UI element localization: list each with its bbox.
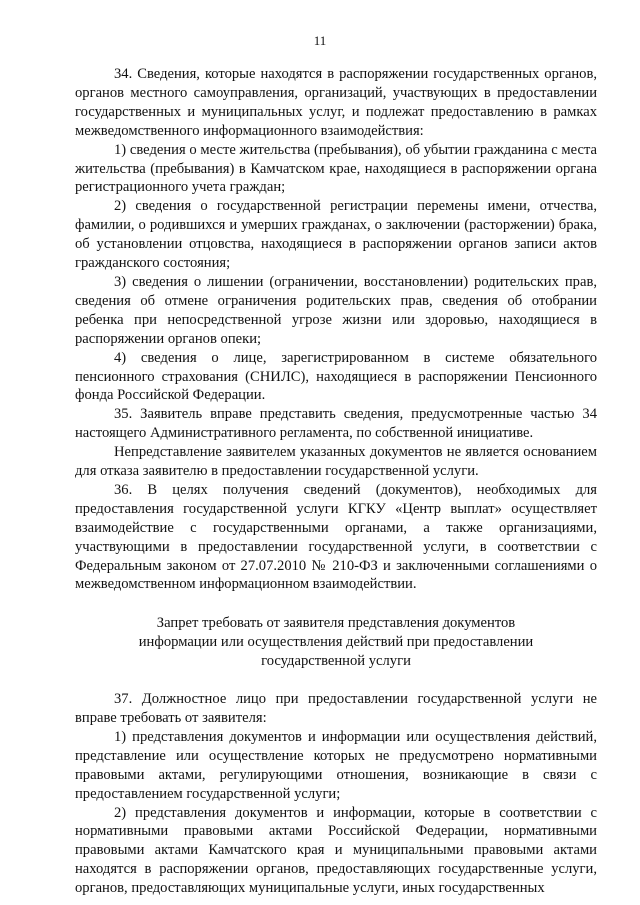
section-heading-line: Запрет требовать от заявителя представления документов [156, 615, 516, 632]
list-item-34-3: 3) сведения о лишении (ограничении, восстановлении) родительских прав, сведения об отмене ограничения родительских прав, сведения об отобрании ребенка при непосредственной угрозе жизни или здоровью, находящиеся в распоряжении органов опеки; [75, 273, 597, 347]
paragraph-35: 35. Заявитель вправе представить сведения, предусмотренные частью 34 настоящего Административного регламента, по собственной инициативе. [75, 406, 597, 442]
paragraph-34: 34. Сведения, которые находятся в распоряжении государственных органов, органов местного самоуправления, организаций, участвующих в предоставлении государственных и муниципальных услуг, и подлежат предоставлению в рамках межведомственного информационного взаимодействия: [75, 66, 597, 139]
section-heading-line: информации или осуществления действий при предоставлении [138, 634, 534, 651]
paragraph-35-note: Непредставление заявителем указанных документов не является основанием для отказа заявителю в предоставлении государственной услуги. [75, 444, 597, 480]
list-item-34-4: 4) сведения о лице, зарегистрированном в системе обязательного пенсионного страхования (СНИЛС), находящиеся в распоряжении Пенсионного фонда Российской Федерации. [75, 349, 597, 404]
document-body [75, 65, 597, 898]
list-item-37-2: 2) представления документов и информации, которые в соответствии с нормативными правовыми актами Российской Федерации, нормативными правовыми актами Камчатского края и муниципальными правовыми актами находятся в распоряжении органов, предоставляющих государственные услуги, органов, предоставляющих муниципальные услуги, иных государственных [75, 804, 597, 897]
paragraph-37: 37. Должностное лицо при предоставлении государственной услуги не вправе требовать от заявителя: [75, 691, 597, 726]
list-item-34-2: 2) сведения о государственной регистрации перемены имени, отчества, фамилии, о родившихся и умерших гражданах, о заключении (расторжении) брака, об установлении отцовства, находящиеся в распоряжении органов записи актов гражданского состояния; [75, 198, 597, 272]
page-number: 11 [313, 33, 327, 48]
paragraph-36: 36. В целях получения сведений (документов), необходимых для предоставления государственной услуги КГКУ «Центр выплат» осуществляет взаимодействие с государственными органами, а также организациями, участвующими в предоставлении государственной услуги, в соответствии с Федеральным законом от 27.07.2010 № 210-ФЗ и заключенными соглашениями о межведомственном информационном взаимодействии. [75, 481, 597, 593]
section-heading-line: государственной услуги [261, 653, 411, 670]
section-heading [75, 614, 597, 671]
list-item-37-1: 1) представления документов и информации или осуществления действий, представление или осуществление которых не предусмотрено нормативными правовыми актами, регулирующими отношения, возникающие в связи с предоставлением государственной услуги; [75, 728, 597, 802]
list-item-34-1: 1) сведения о месте жительства (пребывания), об убытии гражданина с места жительства (пребывания) в Камчатском крае, находящиеся в распоряжении органа регистрационного учета граждан; [75, 141, 597, 196]
